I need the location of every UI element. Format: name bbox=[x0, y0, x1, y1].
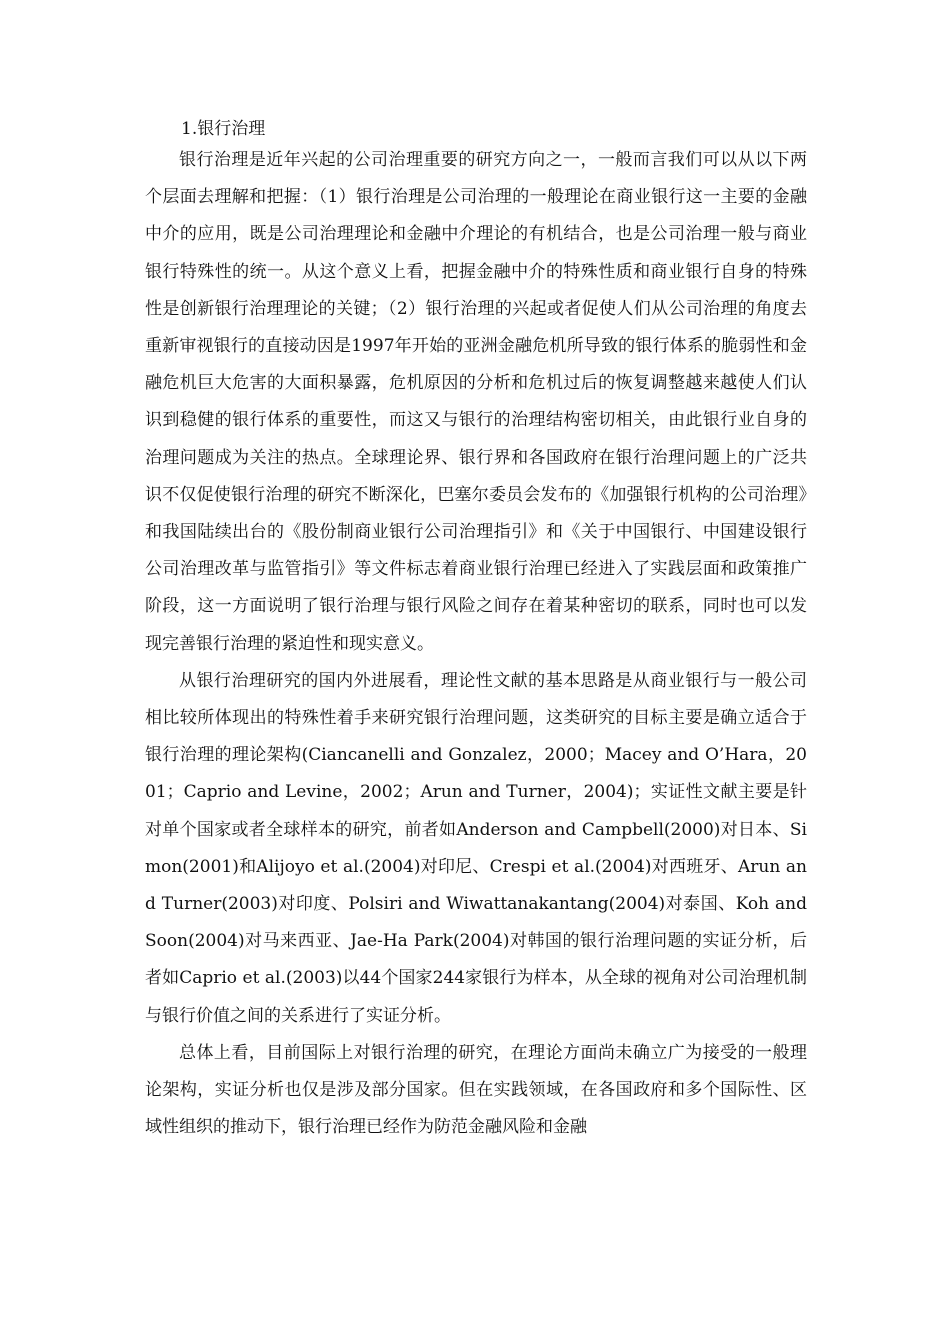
section-heading: 1.银行治理 bbox=[181, 119, 266, 139]
paragraph-overall-view: 总体上看，目前国际上对银行治理的研究，在理论方面尚未确立广为接受的一般理论架构，实证分析也仅是涉及部分国家。但在实践领域，在各国政府和多个国际性、区域性组织的推动下，银行治理已经作为防范金融风险和金融 bbox=[145, 1042, 807, 1138]
document-page bbox=[145, 116, 807, 1146]
paragraph-research-progress: 从银行治理研究的国内外进展看，理论性文献的基本思路是从商业银行与一般公司相比较所体现出的特殊性着手来研究银行治理问题，这类研究的目标主要是确立适合于银行治理的理论架构(Ciancanelli and Gonzalez，2000；Macey and O’Hara，2001；Caprio and Levine，2002；Arun and Turner，2004)；实证性文献主要是针对单个国家或者全球样本的研究，前者如Anderson and Campbell(2000)对日本、Simon(2001)和Alijoyo et al.(2004)对印尼、Crespi et al.(2004)对西班牙、Arun and Turner(2003)对印度、Polsiri and Wiwattanakantang(2004)对泰国、Koh and Soon(2004)对马来西亚、Jae-Ha Park(2004)对韩国的银行治理问题的实证分析，后者如Caprio et al.(2003)以44个国家244家银行为样本，从全球的视角对公司治理机制与银行价值之间的关系进行了实证分析。 bbox=[145, 670, 807, 1026]
paragraph-bank-governance-intro: 银行治理是近年兴起的公司治理重要的研究方向之一，一般而言我们可以从以下两个层面去理解和把握：（1）银行治理是公司治理的一般理论在商业银行这一主要的金融中介的应用，既是公司治理理论和金融中介理论的有机结合，也是公司治理一般与商业银行特殊性的统一。从这个意义上看，把握金融中介的特殊性质和商业银行自身的特殊性是创新银行治理理论的关键；（2）银行治理的兴起或者促使人们从公司治理的角度去重新审视银行的直接动因是1997年开始的亚洲金融危机所导致的银行体系的脆弱性和金融危机巨大危害的大面积暴露，危机原因的分析和危机过后的恢复调整越来越使人们认识到稳健的银行体系的重要性，而这又与银行的治理结构密切相关，由此银行业自身的治理问题成为关注的热点。全球理论界、银行界和各国政府在银行治理问题上的广泛共识不仅促使银行治理的研究不断深化，巴塞尔委员会发布的《加强银行机构的公司治理》和我国陆续出台的《股份制商业银行公司治理指引》和《关于中国银行、中国建设银行公司治理改革与监管指引》等文件标志着商业银行治理已经进入了实践层面和政策推广阶段，这一方面说明了银行治理与银行风险之间存在着某种密切的联系，同时也可以发现完善银行治理的紧迫性和现实意义。 bbox=[145, 150, 807, 654]
